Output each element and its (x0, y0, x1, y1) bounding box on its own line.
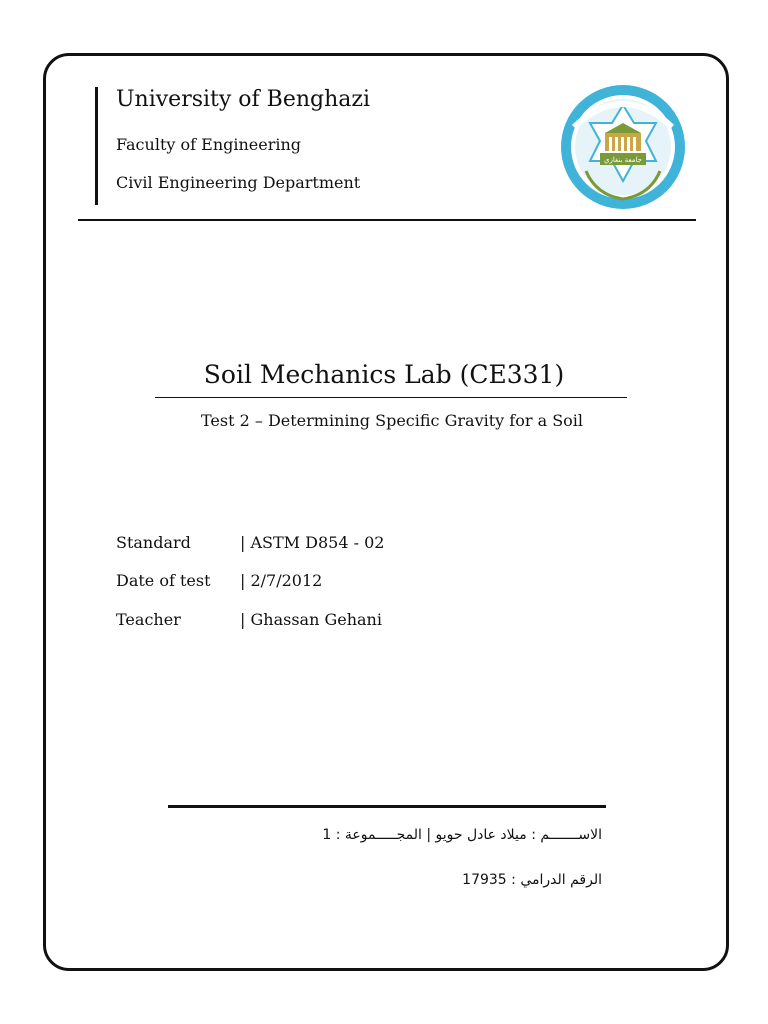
university-name: University of Benghazi (116, 87, 371, 112)
report-title: Soil Mechanics Lab (CE331) (203, 360, 565, 389)
faculty-name: Faculty of Engineering (116, 135, 302, 154)
student-name-group: الاســـــــم : ميلاد عادل حويو | المجـــــموعة : 1 (322, 827, 602, 843)
date-label: Date of test (116, 571, 211, 590)
standard-value: | ASTM D854 - 02 (240, 533, 385, 552)
signature-divider (168, 805, 606, 808)
department-name: Civil Engineering Department (116, 173, 361, 192)
logo-caption: جامعة بنغازي (604, 156, 642, 164)
teacher-label: Teacher (116, 610, 181, 629)
title-underline (155, 397, 627, 398)
header-vertical-rule (95, 87, 98, 205)
report-subtitle: Test 2 – Determining Specific Gravity for a Soil (200, 411, 584, 430)
standard-label: Standard (116, 533, 191, 552)
date-value: | 2/7/2012 (240, 571, 323, 590)
teacher-value: | Ghassan Gehani (240, 610, 382, 629)
header-divider (78, 219, 696, 221)
university-logo (556, 83, 690, 211)
student-id: الرقم الدرامي : 17935 (462, 872, 602, 888)
